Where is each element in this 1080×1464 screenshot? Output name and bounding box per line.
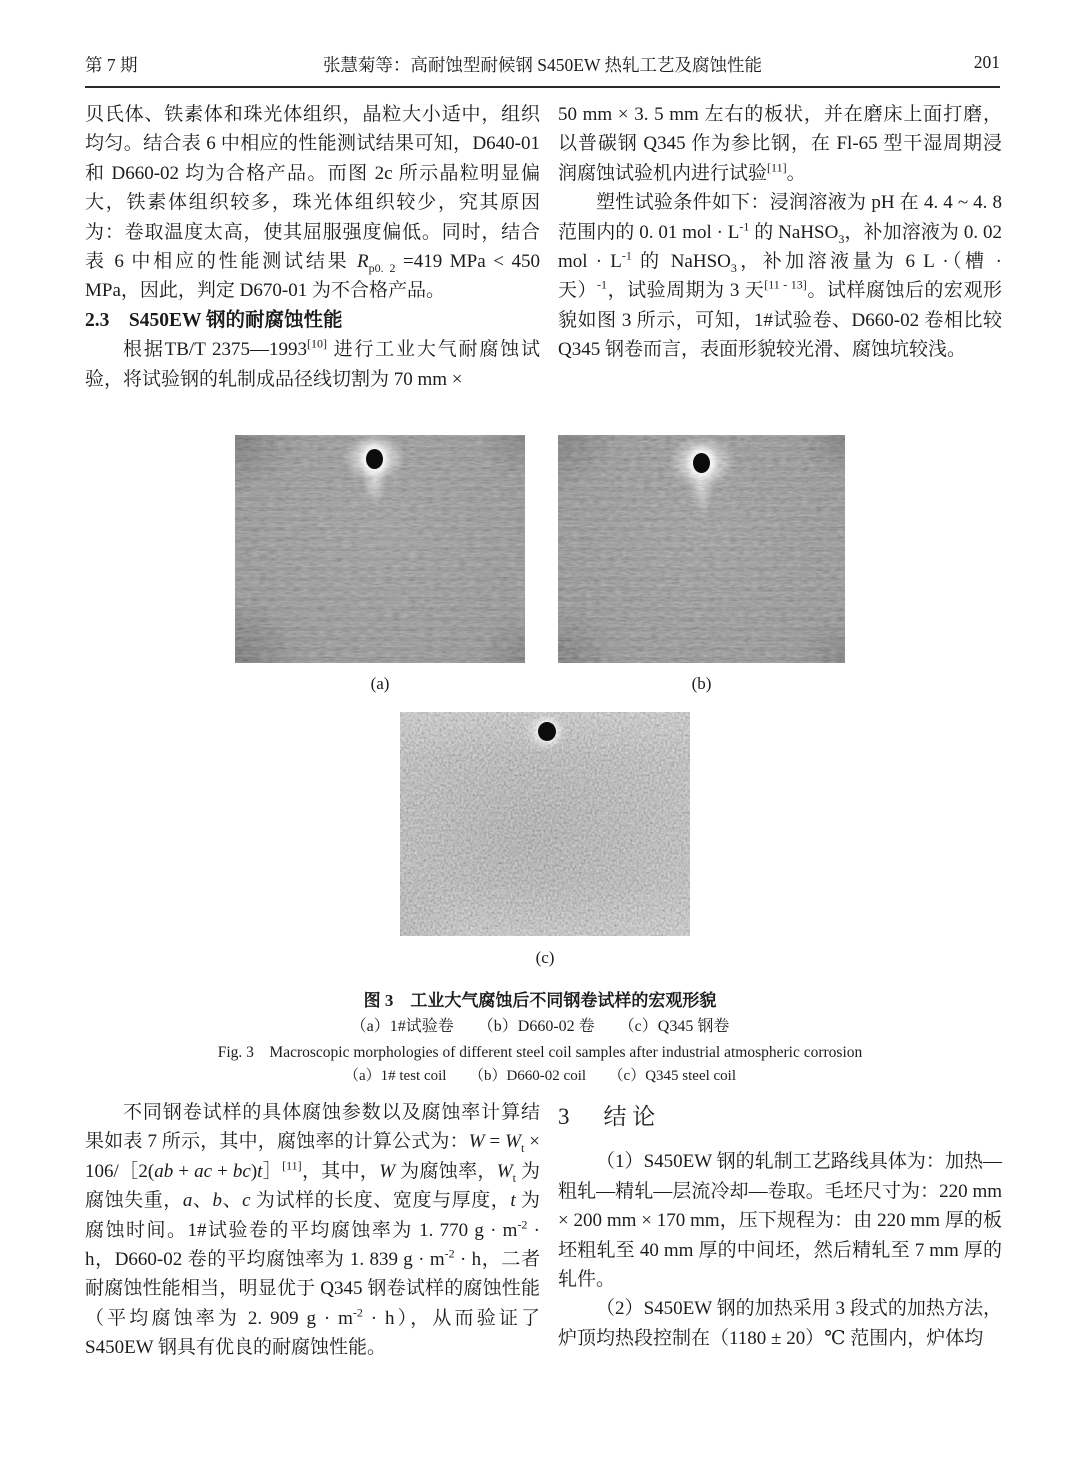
- specimen-photo-a: [235, 435, 525, 663]
- figure-subcaption-en: （a）1# test coil （b）D660-02 coil （c）Q345 steel coil: [343, 1068, 737, 1084]
- figure-caption-zh: 图 3 工业大气腐蚀后不同钢卷试样的宏观形貌: [363, 991, 717, 1010]
- section-title: 结 论: [603, 1104, 656, 1129]
- paragraph: 根据TB/T 2375—1993[10] 进行工业大气耐腐蚀试验，将试验钢的轧制成品径线切割为 70 mm ×: [85, 336, 540, 390]
- paragraph: 50 mm × 3. 5 mm 左右的板状，并在磨床上面打磨，以普碳钢 Q345 作为参比钢，在 Fl-65 型干湿周期浸润腐蚀试验机内进行试验[11]。: [558, 104, 1002, 184]
- panel-label-c: (c): [535, 948, 555, 967]
- paragraph: 贝氏体、铁素体和珠光体组织，晶粒大小适中，组织均匀。结合表 6 中相应的性能测试结果可知，D640-01 和 D660-02 均为合格产品。而图 2c 所示晶粒明显偏大，铁素体组织较多，珠光体组织较少，究其原因为：卷取温度太高，使其屈服强度偏低。同时，结合表 6 中相应的性能测试结果 $R_{p0. 2} =419$ MPa < 450 MPa，因此，判定 D670-01 为不合格产品。: [85, 104, 540, 302]
- paragraph: （1）S450EW 钢的轧制工艺路线具体为：加热—粗轧—精轧—层流冷却—卷取。毛坯尺寸为：220 mm × 200 mm × 170 mm，压下规程为：由 220 mm 厚的板坯粗轧至 40 mm 厚的中间坯，然后精轧至 7 mm 厚的轧件。: [558, 1151, 1002, 1291]
- top-right-column: [558, 100, 1002, 365]
- section-heading-2-3: 2.3 S450EW 钢的耐腐蚀性能: [85, 309, 343, 331]
- section-number: 3: [558, 1104, 570, 1129]
- specimen-photo-c: [400, 712, 690, 936]
- photo-grain-texture: [235, 435, 525, 663]
- paragraph: 塑性试验条件如下：浸润溶液为 pH 在 4. 4 ~ 4. 8 范围内的 0. 01 mol · $L^{-1}$ 的 NaHSO$_3$，补加溶液为 0. 02 mol · $L^{-1}$ 的 NaHSO$_3$，补加溶液量为 6 L ·（槽 · 天）$^{-1}$，试验周期为 3 天[11 - 13]。试样腐蚀后的宏观形貌如图 3 所示，可知，1#试验卷、D660-02 卷相比较 Q345 钢卷而言，表面形貌较光滑、腐蚀坑较浅。: [558, 192, 1002, 361]
- figure-subcaption-zh: （a）1#试验卷 （b）D660-02 卷 （c）Q345 钢卷: [350, 1018, 730, 1035]
- photo-grain-texture: [400, 712, 690, 936]
- panel-label-a: (a): [370, 674, 390, 693]
- page-header: [85, 52, 1000, 78]
- section-heading-3: [558, 1102, 1002, 1131]
- bottom-left-column: [85, 1098, 540, 1363]
- paragraph: （2）S450EW 钢的加热采用 3 段式的加热方法，炉顶均热段控制在（1180 ± 20）℃ 范围内，炉体均: [558, 1298, 1002, 1349]
- issue-label: 第 7 期: [85, 55, 138, 75]
- bolt-hole: [538, 722, 556, 741]
- top-left-column: [85, 100, 540, 394]
- bottom-right-column: [558, 1102, 1002, 1353]
- paragraph: 不同钢卷试样的具体腐蚀参数以及腐蚀率计算结果如表 7 所示，其中，腐蚀率的计算公式为：$W = W_t$ × 106/［2(ab + ac + bc)t］[11]，其中，W 为腐蚀率，$W_t$ 为腐蚀失重，a、b、c 为试样的长度、宽度与厚度，t 为腐蚀时间。1#试验卷的平均腐蚀率为 1. 770 $g \cdot m^{-2} \cdot h$，D660-02 卷的平均腐蚀率为 1. 839 $g \cdot m^{-2} \cdot h$，二者耐腐蚀性能相当，明显优于 Q345 钢卷试样的腐蚀性能（平均腐蚀率为 2. 909 $g \cdot m^{-2} \cdot h$），从而验证了 S450EW 钢具有优良的耐腐蚀性能。: [85, 1102, 541, 1359]
- header-rule: [85, 86, 1000, 88]
- figure-caption-en: Fig. 3 Macroscopic morphologies of different steel coil samples after industrial atmospheric corrosion: [217, 1044, 863, 1061]
- bolt-hole: [366, 449, 383, 469]
- specimen-photo-b: [558, 435, 845, 663]
- running-title: 张慧菊等：高耐蚀型耐候钢 S450EW 热轧工艺及腐蚀性能: [322, 55, 763, 75]
- panel-label-b: (b): [691, 674, 712, 693]
- bolt-hole: [693, 453, 710, 473]
- page-number: 201: [973, 52, 1000, 72]
